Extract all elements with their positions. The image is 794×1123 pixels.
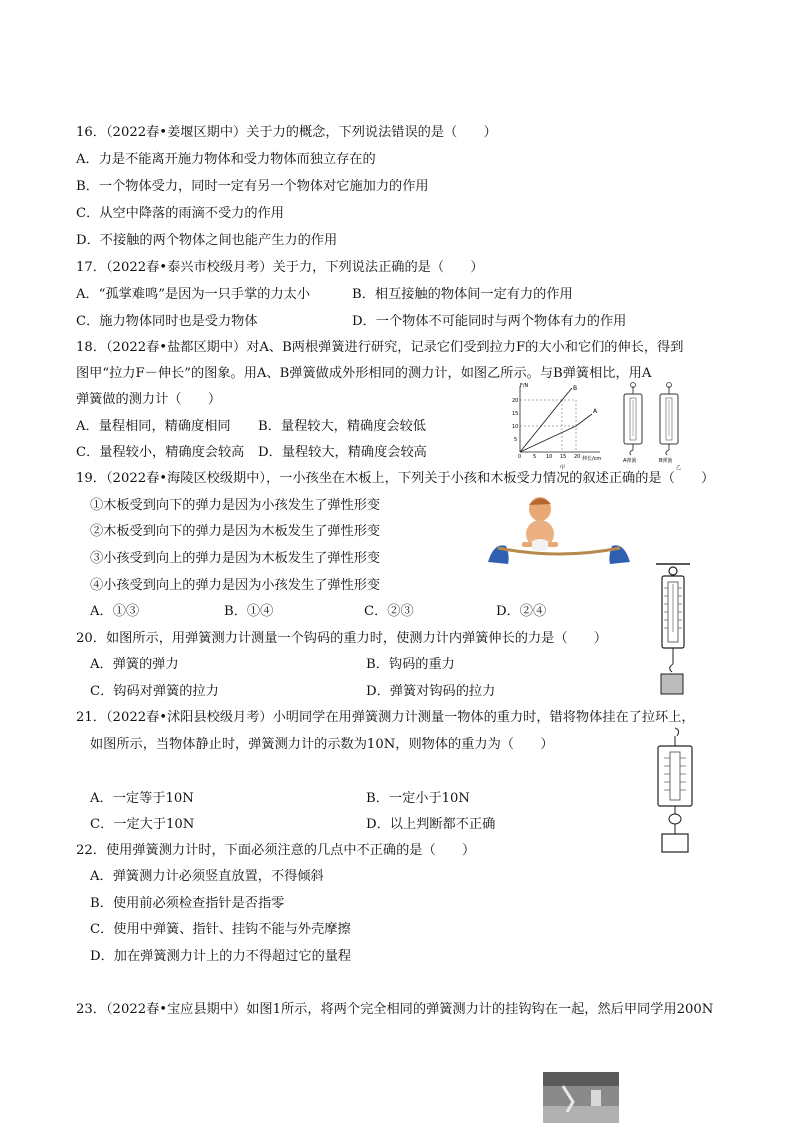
q18-ytick-20: 20 [512,398,519,404]
q18-xtick-10: 10 [546,454,553,460]
q16-option-a: A．力是不能离开施力物体和受力物体而独立存在的 [76,152,376,167]
q17-option-b: B．相互接触的物体间一定有力的作用 [352,287,573,302]
q17-stem: 17．（2022春•泰兴市校级月考）关于力，下列说法正确的是（ ） [76,260,484,275]
q18-xtick-0: 0 [518,454,522,460]
q18-xtick-15: 15 [560,454,567,460]
q18-meter-b [659,383,678,465]
q20-option-c: C．钩码对弹簧的拉力 [90,684,219,699]
q19-stem: 19．（2022春•海陵区校级期中），一小孩坐在木板上，下列关于小孩和木板受力情况的叙述正确的是（ ） [76,471,715,486]
q19-option-d: D．②④ [496,604,547,619]
q18-option-b: B．量程较大，精确度会较低 [258,419,426,434]
q23-photo-figure [543,1072,619,1123]
q22-option-b: B．使用前必须检查指针是否指零 [90,896,285,911]
q18-xtick-5: 5 [533,454,537,460]
q19-option-b: B．①④ [224,604,274,619]
q20-option-a: A．弹簧的弹力 [90,657,179,672]
q21-stem-line2: 如图所示，当物体静止时，弹簧测力计的示数为10N，则物体的重力为（ ） [90,737,554,752]
q18-xtick-20: 20 [574,454,581,460]
q19-statement-4: ④小孩受到向上的弹力是因为小孩发生了弹性形变 [90,578,381,593]
q20-option-b: B．钩码的重力 [366,657,455,672]
q17-option-a: A．“孤掌难鸣”是因为一只手掌的力太小 [76,287,311,302]
q21-inverted-spring-scale-figure [650,726,700,856]
q21-option-c: C．一定大于10N [90,817,195,832]
q18-figure [500,380,700,472]
q18-series-b [520,388,572,452]
q20-stem: 20．如图所示，用弹簧测力计测量一个钩码的重力时，使测力计内弹簧伸长的力是（ ） [76,631,608,646]
q18-option-c: C．量程较小，精确度会较高 [76,445,245,460]
q19-option-c: C．②③ [364,604,414,619]
q22-option-c: C．使用中弹簧、指针、挂钩不能与外壳摩擦 [90,922,351,937]
q18-series-b-label: B [573,385,578,392]
q18-ytick-10: 10 [512,424,519,430]
q18-series-a-label: A [593,408,598,415]
q22-stem: 22．使用弹簧测力计时，下面必须注意的几点中不正确的是（ ） [76,843,476,858]
q18-series-a [520,414,592,452]
q18-xlabel: 伸长/cm [582,456,602,462]
q18-stem-line1: 18．（2022春•盐都区期中）对A、B两根弹簧进行研究，记录它们受到拉力F的大小和它们的伸长，得到 [76,340,684,355]
q17-option-d: D．一个物体不可能同时与两个物体有力的作用 [352,314,627,329]
q22-option-d: D．加在弹簧测力计上的力不得超过它的量程 [90,949,352,964]
q22-option-a: A．弹簧测力计必须竖直放置，不得倾斜 [90,869,324,884]
q21-option-a: A．一定等于10N [90,791,194,806]
q18-ytick-15: 15 [512,411,519,417]
q19-option-a: A．①③ [90,604,140,619]
q18-caption-jia: 甲 [560,465,566,471]
q16-option-c: C．从空中降落的雨滴不受力的作用 [76,206,284,221]
q19-statement-1: ①木板受到向下的弹力是因为小孩发生了弹性形变 [90,498,381,513]
q18-option-d: D．量程较大，精确度会较高 [258,445,427,460]
q16-stem: 16．（2022春•姜堰区期中）关于力的概念，下列说法错误的是（ ） [76,125,497,140]
q20-option-d: D．弹簧对钩码的拉力 [366,684,496,699]
q19-statement-3: ③小孩受到向上的弹力是因为木板发生了弹性形变 [90,551,381,566]
q18-ylabel: F/N [520,383,529,389]
q18-meter-a-label: A弹簧 [623,458,637,464]
q18-meter-b-label: B弹簧 [659,458,673,464]
q21-option-d: D．以上判断都不正确 [366,817,496,832]
q18-stem-line3: 弹簧做的测力计（ ） [76,392,222,407]
q21-stem-line1: 21．（2022春•沭阳县校级月考）小明同学在用弹簧测力计测量一物体的重力时，错将物体挂在了拉环上， [76,710,695,725]
q19-child-on-board-figure [484,490,634,570]
q18-option-a: A．量程相同，精确度相同 [76,419,231,434]
q21-option-b: B．一定小于10N [366,791,470,806]
q18-ytick-5: 5 [514,437,518,443]
q20-spring-scale-figure [648,560,698,700]
q18-caption-yi: 乙 [676,465,682,471]
q18-stem-line2: 图甲“拉力F－伸长”的图象。用A、B弹簧做成外形相同的测力计，如图乙所示。与B弹簧相比，用A [76,366,652,381]
q18-meter-a [623,383,642,465]
q23-stem: 23．（2022春•宝应县期中）如图1所示，将两个完全相同的弹簧测力计的挂钩钩在一起，然后甲同学用200N [76,1002,714,1017]
q16-option-d: D．不接触的两个物体之间也能产生力的作用 [76,233,338,248]
q17-option-c: C．施力物体同时也是受力物体 [76,314,258,329]
q19-statement-2: ②木板受到向下的弹力是因为木板发生了弹性形变 [90,524,381,539]
q16-option-b: B．一个物体受力，同时一定有另一个物体对它施加力的作用 [76,179,429,194]
